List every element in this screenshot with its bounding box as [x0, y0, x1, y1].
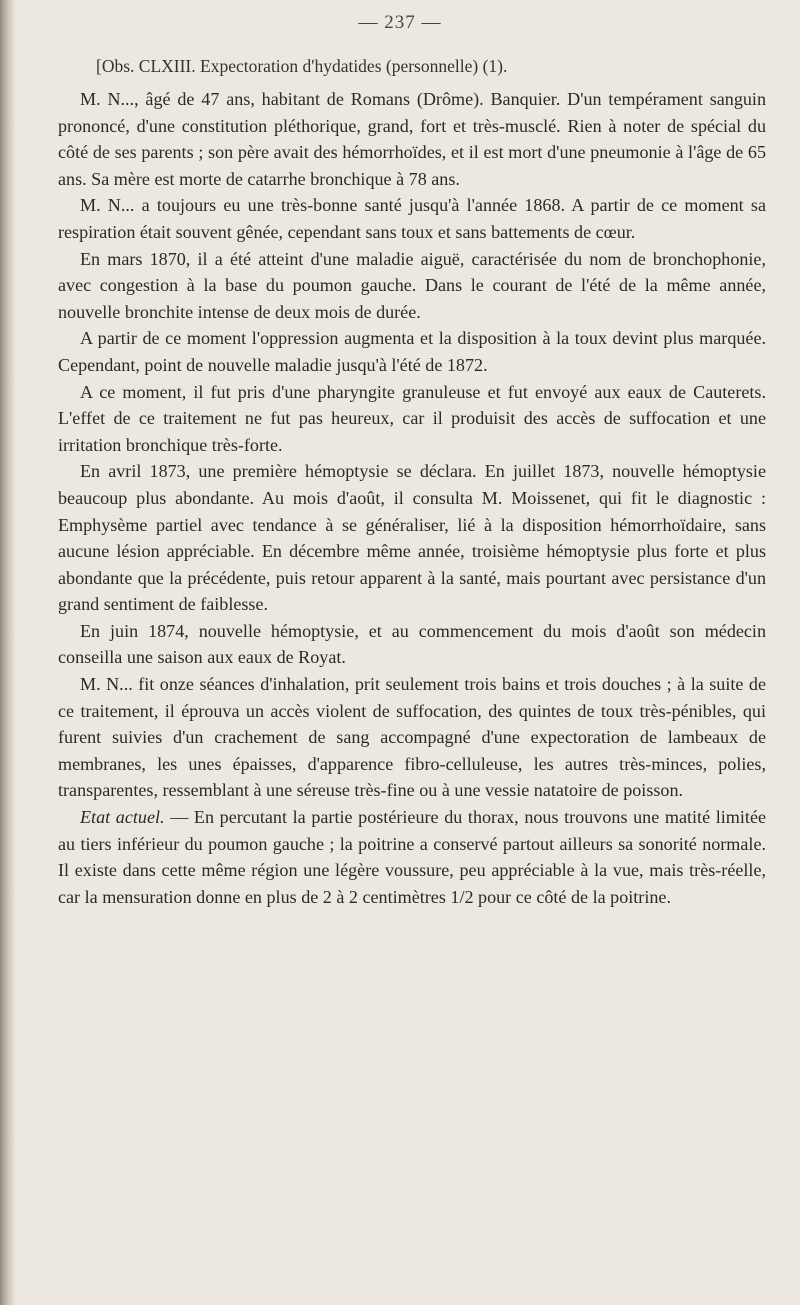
page-spine-shadow [0, 0, 16, 1305]
paragraph-royat-treatment: M. N... fit onze séances d'inhalation, prit seulement trois bains et trois douches ; à la suite de ce traitement, il éprouva un accès violent de suffocation, des quintes de toux très-pénibles, qui furent suivies d'un crachement de sang accompagné d'une expectoration de lambeaux de membranes, les unes épaisses, d'apparence fibro-celluleuse, les autres très-minces, polies, transparentes, ressemblant à une séreuse très-fine ou à une vessie natatoire de poisson. [58, 674, 766, 801]
paragraph-etat-actuel-text: — En percutant la partie postérieure du thorax, nous trouvons une matité limitée au tiers inférieur du poumon gauche ; la poitrine a conservé partout ailleurs sa sonorité normale. Il existe dans cette même région une légère voussure, peu appréciable à la vue, mais très-réelle, car la mensuration donne en plus de 2 à 2 centimètres 1/2 pour ce côté de la poitrine. [58, 807, 767, 907]
paragraph-health-1868: M. N... a toujours eu une très-bonne santé jusqu'à l'année 1868. A partir de ce moment sa respiration était souvent gênée, cependant sans toux et sans battements de cœur. [58, 195, 766, 242]
paragraph-march-1870: En mars 1870, il a été atteint d'une maladie aiguë, caractérisée du nom de bronchophonie, avec congestion à la base du poumon gauche. Dans le courant de l'été de la même année, nouvelle bronchite intense de deux mois de durée. [58, 248, 766, 322]
paragraph-june-1874: En juin 1874, nouvelle hémoptysie, et au commencement du mois d'août son médecin conseilla une saison aux eaux de Royat. [58, 620, 766, 668]
page-number: — 237 — [358, 12, 442, 33]
observation-heading: [Obs. CLXIII. Expectoration d'hydatides (personnelle) (1). [96, 56, 508, 76]
section-lead-etat-actuel: Etat actuel. [80, 807, 165, 828]
paragraph-oppression: A partir de ce moment l'oppression augmenta et la disposition à la toux devint plus marquée. Cependant, point de nouvelle maladie jusqu'à l'été de 1872. [58, 328, 766, 375]
paragraph-cauterets: A ce moment, il fut pris d'une pharyngite granuleuse et fut envoyé aux eaux de Cauterets. L'effet de ce traitement ne fut pas heureux, car il produisit des accès de suffocation et une irritation bronchique très-forte. [58, 381, 766, 455]
body-text [58, 86, 766, 910]
paragraph-etat-actuel [58, 804, 766, 910]
paragraph-patient-history: M. N..., âgé de 47 ans, habitant de Romans (Drôme). Banquier. D'un tempérament sanguin prononcé, d'une constitution pléthorique, grand, fort et très-musclé. Rien à noter de spécial du côté de ses parents ; son père avait des hémorrhoïdes, et il est mort d'une pneumonie à l'âge de 65 ans. Sa mère est morte de catarrhe bronchique à 78 ans. [58, 89, 766, 189]
paragraph-hemoptysis-1873: En avril 1873, une première hémoptysie se déclara. En juillet 1873, nouvelle hémoptysie beaucoup plus abondante. Au mois d'août, il consulta M. Moissenet, qui fit le diagnostic : Emphysème partiel avec tendance à se généraliser, lié à la disposition hémorrhoïdaire, sans aucune lésion appréciable. En décembre même année, troisième hémoptysie plus forte et plus abondante que la précédente, puis retour apparent à la santé, mais pourtant avec persistance d'un grand sentiment de faiblesse. [58, 461, 766, 615]
